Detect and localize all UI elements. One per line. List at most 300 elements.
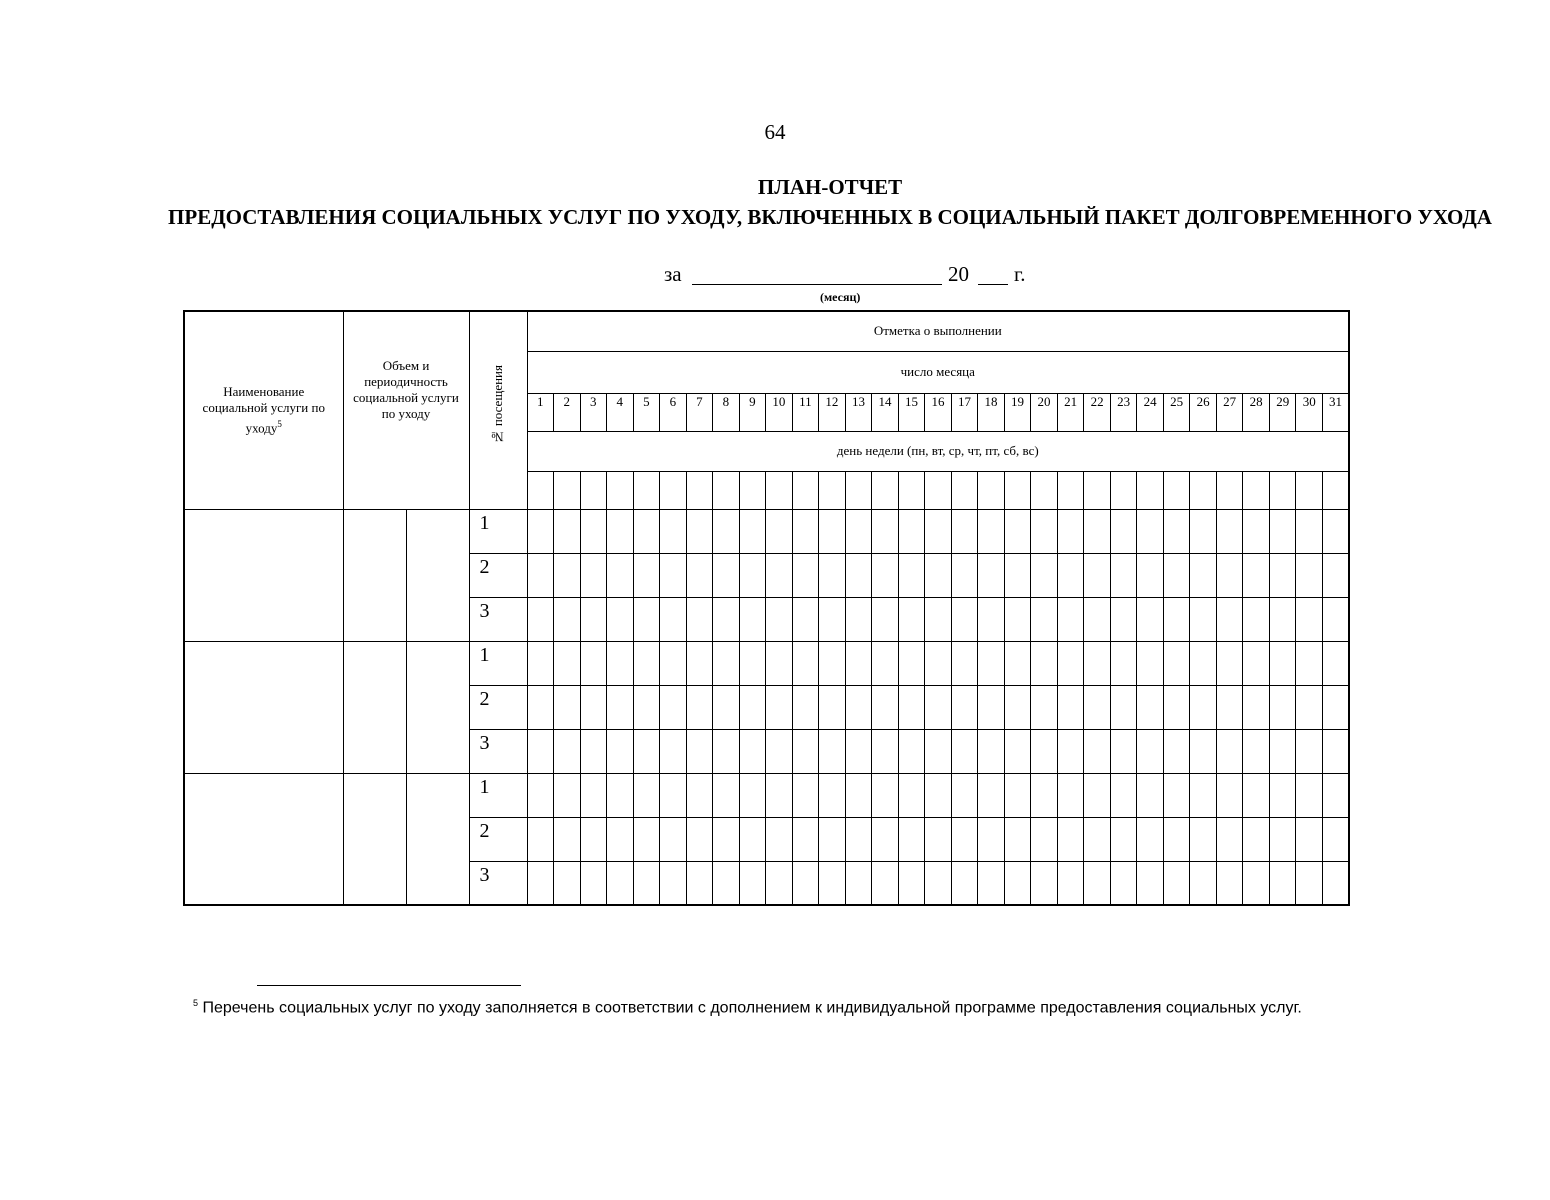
mark-cell[interactable] (1110, 685, 1137, 729)
mark-cell[interactable] (739, 817, 766, 861)
mark-cell[interactable] (554, 509, 581, 553)
mark-cell[interactable] (713, 597, 740, 641)
mark-cell[interactable] (660, 509, 687, 553)
mark-cell[interactable] (1110, 641, 1137, 685)
mark-cell[interactable] (660, 685, 687, 729)
mark-cell[interactable] (1137, 773, 1164, 817)
mark-cell[interactable] (607, 729, 634, 773)
mark-cell[interactable] (819, 817, 846, 861)
mark-cell[interactable] (1190, 729, 1217, 773)
mark-cell[interactable] (925, 685, 952, 729)
mark-cell[interactable] (898, 773, 925, 817)
mark-cell[interactable] (1269, 685, 1296, 729)
mark-cell[interactable] (633, 817, 660, 861)
mark-cell[interactable] (1216, 641, 1243, 685)
mark-cell[interactable] (1004, 729, 1031, 773)
mark-cell[interactable] (686, 817, 713, 861)
weekday-cell[interactable] (607, 471, 634, 509)
mark-cell[interactable] (845, 773, 872, 817)
month-blank[interactable] (692, 284, 942, 285)
mark-cell[interactable] (898, 817, 925, 861)
mark-cell[interactable] (1004, 509, 1031, 553)
mark-cell[interactable] (766, 773, 793, 817)
year-blank[interactable] (978, 284, 1008, 285)
mark-cell[interactable] (1163, 509, 1190, 553)
mark-cell[interactable] (713, 509, 740, 553)
mark-cell[interactable] (819, 685, 846, 729)
weekday-cell[interactable] (898, 471, 925, 509)
mark-cell[interactable] (607, 553, 634, 597)
mark-cell[interactable] (1190, 509, 1217, 553)
mark-cell[interactable] (792, 685, 819, 729)
mark-cell[interactable] (1296, 685, 1323, 729)
mark-cell[interactable] (580, 509, 607, 553)
mark-cell[interactable] (766, 553, 793, 597)
mark-cell[interactable] (1137, 509, 1164, 553)
mark-cell[interactable] (660, 553, 687, 597)
mark-cell[interactable] (1216, 729, 1243, 773)
mark-cell[interactable] (1031, 509, 1058, 553)
mark-cell[interactable] (1004, 861, 1031, 905)
mark-cell[interactable] (1137, 861, 1164, 905)
mark-cell[interactable] (686, 861, 713, 905)
mark-cell[interactable] (1057, 597, 1084, 641)
weekday-cell[interactable] (1057, 471, 1084, 509)
mark-cell[interactable] (978, 817, 1005, 861)
mark-cell[interactable] (1163, 729, 1190, 773)
mark-cell[interactable] (1296, 597, 1323, 641)
mark-cell[interactable] (660, 729, 687, 773)
mark-cell[interactable] (1269, 597, 1296, 641)
weekday-cell[interactable] (1296, 471, 1323, 509)
mark-cell[interactable] (1137, 641, 1164, 685)
service-name-cell[interactable] (184, 641, 343, 773)
mark-cell[interactable] (739, 597, 766, 641)
mark-cell[interactable] (1322, 729, 1349, 773)
mark-cell[interactable] (1216, 553, 1243, 597)
mark-cell[interactable] (1269, 817, 1296, 861)
mark-cell[interactable] (527, 597, 554, 641)
weekday-cell[interactable] (580, 471, 607, 509)
mark-cell[interactable] (1243, 641, 1270, 685)
mark-cell[interactable] (633, 729, 660, 773)
mark-cell[interactable] (1190, 597, 1217, 641)
mark-cell[interactable] (1084, 597, 1111, 641)
mark-cell[interactable] (633, 861, 660, 905)
mark-cell[interactable] (1243, 509, 1270, 553)
mark-cell[interactable] (898, 685, 925, 729)
mark-cell[interactable] (925, 817, 952, 861)
mark-cell[interactable] (978, 685, 1005, 729)
mark-cell[interactable] (792, 509, 819, 553)
mark-cell[interactable] (686, 641, 713, 685)
mark-cell[interactable] (1110, 597, 1137, 641)
mark-cell[interactable] (607, 773, 634, 817)
mark-cell[interactable] (580, 641, 607, 685)
mark-cell[interactable] (1031, 817, 1058, 861)
mark-cell[interactable] (1084, 641, 1111, 685)
mark-cell[interactable] (845, 509, 872, 553)
mark-cell[interactable] (1296, 509, 1323, 553)
mark-cell[interactable] (819, 861, 846, 905)
mark-cell[interactable] (1243, 861, 1270, 905)
mark-cell[interactable] (1084, 685, 1111, 729)
mark-cell[interactable] (872, 817, 899, 861)
mark-cell[interactable] (527, 509, 554, 553)
weekday-cell[interactable] (1190, 471, 1217, 509)
mark-cell[interactable] (1057, 641, 1084, 685)
mark-cell[interactable] (1243, 817, 1270, 861)
mark-cell[interactable] (1004, 641, 1031, 685)
mark-cell[interactable] (633, 773, 660, 817)
mark-cell[interactable] (1137, 685, 1164, 729)
mark-cell[interactable] (686, 773, 713, 817)
mark-cell[interactable] (872, 861, 899, 905)
mark-cell[interactable] (1004, 773, 1031, 817)
weekday-cell[interactable] (978, 471, 1005, 509)
weekday-cell[interactable] (1163, 471, 1190, 509)
mark-cell[interactable] (580, 685, 607, 729)
mark-cell[interactable] (739, 553, 766, 597)
mark-cell[interactable] (951, 553, 978, 597)
mark-cell[interactable] (766, 817, 793, 861)
mark-cell[interactable] (1057, 685, 1084, 729)
mark-cell[interactable] (1163, 553, 1190, 597)
mark-cell[interactable] (1031, 729, 1058, 773)
mark-cell[interactable] (872, 553, 899, 597)
mark-cell[interactable] (845, 817, 872, 861)
mark-cell[interactable] (925, 597, 952, 641)
frequency-cell[interactable] (406, 509, 469, 641)
service-name-cell[interactable] (184, 509, 343, 641)
mark-cell[interactable] (1322, 773, 1349, 817)
weekday-cell[interactable] (686, 471, 713, 509)
weekday-cell[interactable] (845, 471, 872, 509)
mark-cell[interactable] (819, 641, 846, 685)
weekday-cell[interactable] (1243, 471, 1270, 509)
mark-cell[interactable] (1057, 773, 1084, 817)
mark-cell[interactable] (660, 641, 687, 685)
mark-cell[interactable] (686, 597, 713, 641)
mark-cell[interactable] (1084, 509, 1111, 553)
mark-cell[interactable] (1322, 641, 1349, 685)
mark-cell[interactable] (1163, 685, 1190, 729)
mark-cell[interactable] (1216, 817, 1243, 861)
mark-cell[interactable] (1216, 773, 1243, 817)
mark-cell[interactable] (607, 641, 634, 685)
mark-cell[interactable] (766, 509, 793, 553)
mark-cell[interactable] (845, 641, 872, 685)
mark-cell[interactable] (660, 817, 687, 861)
weekday-cell[interactable] (925, 471, 952, 509)
mark-cell[interactable] (1296, 773, 1323, 817)
mark-cell[interactable] (1322, 685, 1349, 729)
mark-cell[interactable] (1057, 729, 1084, 773)
mark-cell[interactable] (633, 685, 660, 729)
mark-cell[interactable] (580, 729, 607, 773)
mark-cell[interactable] (686, 509, 713, 553)
mark-cell[interactable] (925, 553, 952, 597)
mark-cell[interactable] (1269, 773, 1296, 817)
weekday-cell[interactable] (1322, 471, 1349, 509)
mark-cell[interactable] (1163, 597, 1190, 641)
mark-cell[interactable] (845, 597, 872, 641)
mark-cell[interactable] (1031, 553, 1058, 597)
mark-cell[interactable] (739, 861, 766, 905)
mark-cell[interactable] (1057, 817, 1084, 861)
mark-cell[interactable] (580, 817, 607, 861)
mark-cell[interactable] (713, 553, 740, 597)
mark-cell[interactable] (1137, 729, 1164, 773)
mark-cell[interactable] (554, 817, 581, 861)
mark-cell[interactable] (898, 597, 925, 641)
volume-cell[interactable] (343, 641, 406, 773)
mark-cell[interactable] (713, 861, 740, 905)
mark-cell[interactable] (1216, 597, 1243, 641)
mark-cell[interactable] (527, 641, 554, 685)
mark-cell[interactable] (978, 509, 1005, 553)
mark-cell[interactable] (1243, 729, 1270, 773)
mark-cell[interactable] (633, 553, 660, 597)
mark-cell[interactable] (1243, 553, 1270, 597)
mark-cell[interactable] (792, 641, 819, 685)
mark-cell[interactable] (660, 773, 687, 817)
weekday-cell[interactable] (766, 471, 793, 509)
mark-cell[interactable] (978, 729, 1005, 773)
mark-cell[interactable] (819, 773, 846, 817)
mark-cell[interactable] (1110, 729, 1137, 773)
mark-cell[interactable] (819, 553, 846, 597)
mark-cell[interactable] (845, 729, 872, 773)
mark-cell[interactable] (978, 641, 1005, 685)
mark-cell[interactable] (1137, 817, 1164, 861)
mark-cell[interactable] (554, 685, 581, 729)
weekday-cell[interactable] (1216, 471, 1243, 509)
mark-cell[interactable] (1296, 861, 1323, 905)
mark-cell[interactable] (1296, 729, 1323, 773)
mark-cell[interactable] (527, 817, 554, 861)
volume-cell[interactable] (343, 509, 406, 641)
mark-cell[interactable] (1322, 817, 1349, 861)
mark-cell[interactable] (1084, 773, 1111, 817)
mark-cell[interactable] (845, 685, 872, 729)
mark-cell[interactable] (739, 509, 766, 553)
mark-cell[interactable] (845, 553, 872, 597)
mark-cell[interactable] (1269, 641, 1296, 685)
mark-cell[interactable] (713, 641, 740, 685)
mark-cell[interactable] (978, 553, 1005, 597)
weekday-cell[interactable] (1004, 471, 1031, 509)
mark-cell[interactable] (951, 597, 978, 641)
mark-cell[interactable] (1057, 861, 1084, 905)
mark-cell[interactable] (1031, 597, 1058, 641)
mark-cell[interactable] (1296, 817, 1323, 861)
mark-cell[interactable] (925, 729, 952, 773)
mark-cell[interactable] (580, 861, 607, 905)
mark-cell[interactable] (607, 597, 634, 641)
mark-cell[interactable] (1057, 509, 1084, 553)
mark-cell[interactable] (1190, 641, 1217, 685)
mark-cell[interactable] (686, 685, 713, 729)
mark-cell[interactable] (792, 861, 819, 905)
mark-cell[interactable] (713, 729, 740, 773)
mark-cell[interactable] (1004, 597, 1031, 641)
mark-cell[interactable] (872, 773, 899, 817)
mark-cell[interactable] (1322, 597, 1349, 641)
mark-cell[interactable] (951, 685, 978, 729)
mark-cell[interactable] (845, 861, 872, 905)
mark-cell[interactable] (1137, 553, 1164, 597)
mark-cell[interactable] (686, 553, 713, 597)
mark-cell[interactable] (607, 685, 634, 729)
mark-cell[interactable] (766, 641, 793, 685)
mark-cell[interactable] (1322, 553, 1349, 597)
mark-cell[interactable] (925, 861, 952, 905)
mark-cell[interactable] (1031, 861, 1058, 905)
frequency-cell[interactable] (406, 773, 469, 905)
mark-cell[interactable] (527, 729, 554, 773)
mark-cell[interactable] (1110, 817, 1137, 861)
mark-cell[interactable] (951, 817, 978, 861)
mark-cell[interactable] (607, 817, 634, 861)
mark-cell[interactable] (925, 509, 952, 553)
mark-cell[interactable] (898, 509, 925, 553)
mark-cell[interactable] (1031, 773, 1058, 817)
mark-cell[interactable] (1190, 685, 1217, 729)
mark-cell[interactable] (1243, 685, 1270, 729)
mark-cell[interactable] (1004, 817, 1031, 861)
mark-cell[interactable] (527, 861, 554, 905)
mark-cell[interactable] (1031, 685, 1058, 729)
mark-cell[interactable] (925, 641, 952, 685)
mark-cell[interactable] (580, 553, 607, 597)
weekday-cell[interactable] (1269, 471, 1296, 509)
mark-cell[interactable] (766, 729, 793, 773)
mark-cell[interactable] (554, 861, 581, 905)
mark-cell[interactable] (1163, 641, 1190, 685)
mark-cell[interactable] (792, 597, 819, 641)
mark-cell[interactable] (819, 509, 846, 553)
mark-cell[interactable] (792, 773, 819, 817)
mark-cell[interactable] (739, 685, 766, 729)
weekday-cell[interactable] (554, 471, 581, 509)
mark-cell[interactable] (554, 597, 581, 641)
weekday-cell[interactable] (872, 471, 899, 509)
mark-cell[interactable] (951, 773, 978, 817)
weekday-cell[interactable] (819, 471, 846, 509)
mark-cell[interactable] (766, 861, 793, 905)
mark-cell[interactable] (1031, 641, 1058, 685)
mark-cell[interactable] (1322, 861, 1349, 905)
mark-cell[interactable] (739, 641, 766, 685)
weekday-cell[interactable] (1110, 471, 1137, 509)
mark-cell[interactable] (1190, 773, 1217, 817)
mark-cell[interactable] (1163, 817, 1190, 861)
mark-cell[interactable] (898, 729, 925, 773)
volume-cell[interactable] (343, 773, 406, 905)
weekday-cell[interactable] (660, 471, 687, 509)
weekday-cell[interactable] (713, 471, 740, 509)
mark-cell[interactable] (1084, 817, 1111, 861)
mark-cell[interactable] (872, 729, 899, 773)
mark-cell[interactable] (1269, 553, 1296, 597)
mark-cell[interactable] (766, 597, 793, 641)
mark-cell[interactable] (660, 597, 687, 641)
mark-cell[interactable] (766, 685, 793, 729)
mark-cell[interactable] (1110, 509, 1137, 553)
mark-cell[interactable] (1216, 861, 1243, 905)
mark-cell[interactable] (1269, 729, 1296, 773)
mark-cell[interactable] (872, 641, 899, 685)
weekday-cell[interactable] (792, 471, 819, 509)
mark-cell[interactable] (1004, 553, 1031, 597)
mark-cell[interactable] (792, 729, 819, 773)
mark-cell[interactable] (1190, 553, 1217, 597)
mark-cell[interactable] (660, 861, 687, 905)
mark-cell[interactable] (607, 861, 634, 905)
mark-cell[interactable] (527, 553, 554, 597)
mark-cell[interactable] (554, 553, 581, 597)
mark-cell[interactable] (554, 729, 581, 773)
mark-cell[interactable] (554, 773, 581, 817)
mark-cell[interactable] (1190, 861, 1217, 905)
mark-cell[interactable] (739, 729, 766, 773)
mark-cell[interactable] (1243, 597, 1270, 641)
mark-cell[interactable] (898, 861, 925, 905)
mark-cell[interactable] (872, 685, 899, 729)
mark-cell[interactable] (792, 817, 819, 861)
mark-cell[interactable] (978, 861, 1005, 905)
mark-cell[interactable] (1163, 861, 1190, 905)
mark-cell[interactable] (898, 641, 925, 685)
mark-cell[interactable] (792, 553, 819, 597)
mark-cell[interactable] (1110, 553, 1137, 597)
mark-cell[interactable] (819, 729, 846, 773)
frequency-cell[interactable] (406, 641, 469, 773)
weekday-cell[interactable] (1031, 471, 1058, 509)
mark-cell[interactable] (951, 861, 978, 905)
mark-cell[interactable] (580, 597, 607, 641)
mark-cell[interactable] (713, 773, 740, 817)
mark-cell[interactable] (951, 641, 978, 685)
mark-cell[interactable] (713, 685, 740, 729)
mark-cell[interactable] (1190, 817, 1217, 861)
weekday-cell[interactable] (1137, 471, 1164, 509)
mark-cell[interactable] (1243, 773, 1270, 817)
weekday-cell[interactable] (951, 471, 978, 509)
mark-cell[interactable] (819, 597, 846, 641)
mark-cell[interactable] (951, 509, 978, 553)
mark-cell[interactable] (1269, 861, 1296, 905)
mark-cell[interactable] (527, 773, 554, 817)
mark-cell[interactable] (1269, 509, 1296, 553)
mark-cell[interactable] (607, 509, 634, 553)
service-name-cell[interactable] (184, 773, 343, 905)
mark-cell[interactable] (1084, 553, 1111, 597)
mark-cell[interactable] (1084, 729, 1111, 773)
mark-cell[interactable] (713, 817, 740, 861)
mark-cell[interactable] (580, 773, 607, 817)
weekday-cell[interactable] (527, 471, 554, 509)
mark-cell[interactable] (1110, 861, 1137, 905)
mark-cell[interactable] (554, 641, 581, 685)
mark-cell[interactable] (527, 685, 554, 729)
mark-cell[interactable] (1163, 773, 1190, 817)
mark-cell[interactable] (925, 773, 952, 817)
mark-cell[interactable] (633, 597, 660, 641)
mark-cell[interactable] (633, 641, 660, 685)
mark-cell[interactable] (1057, 553, 1084, 597)
